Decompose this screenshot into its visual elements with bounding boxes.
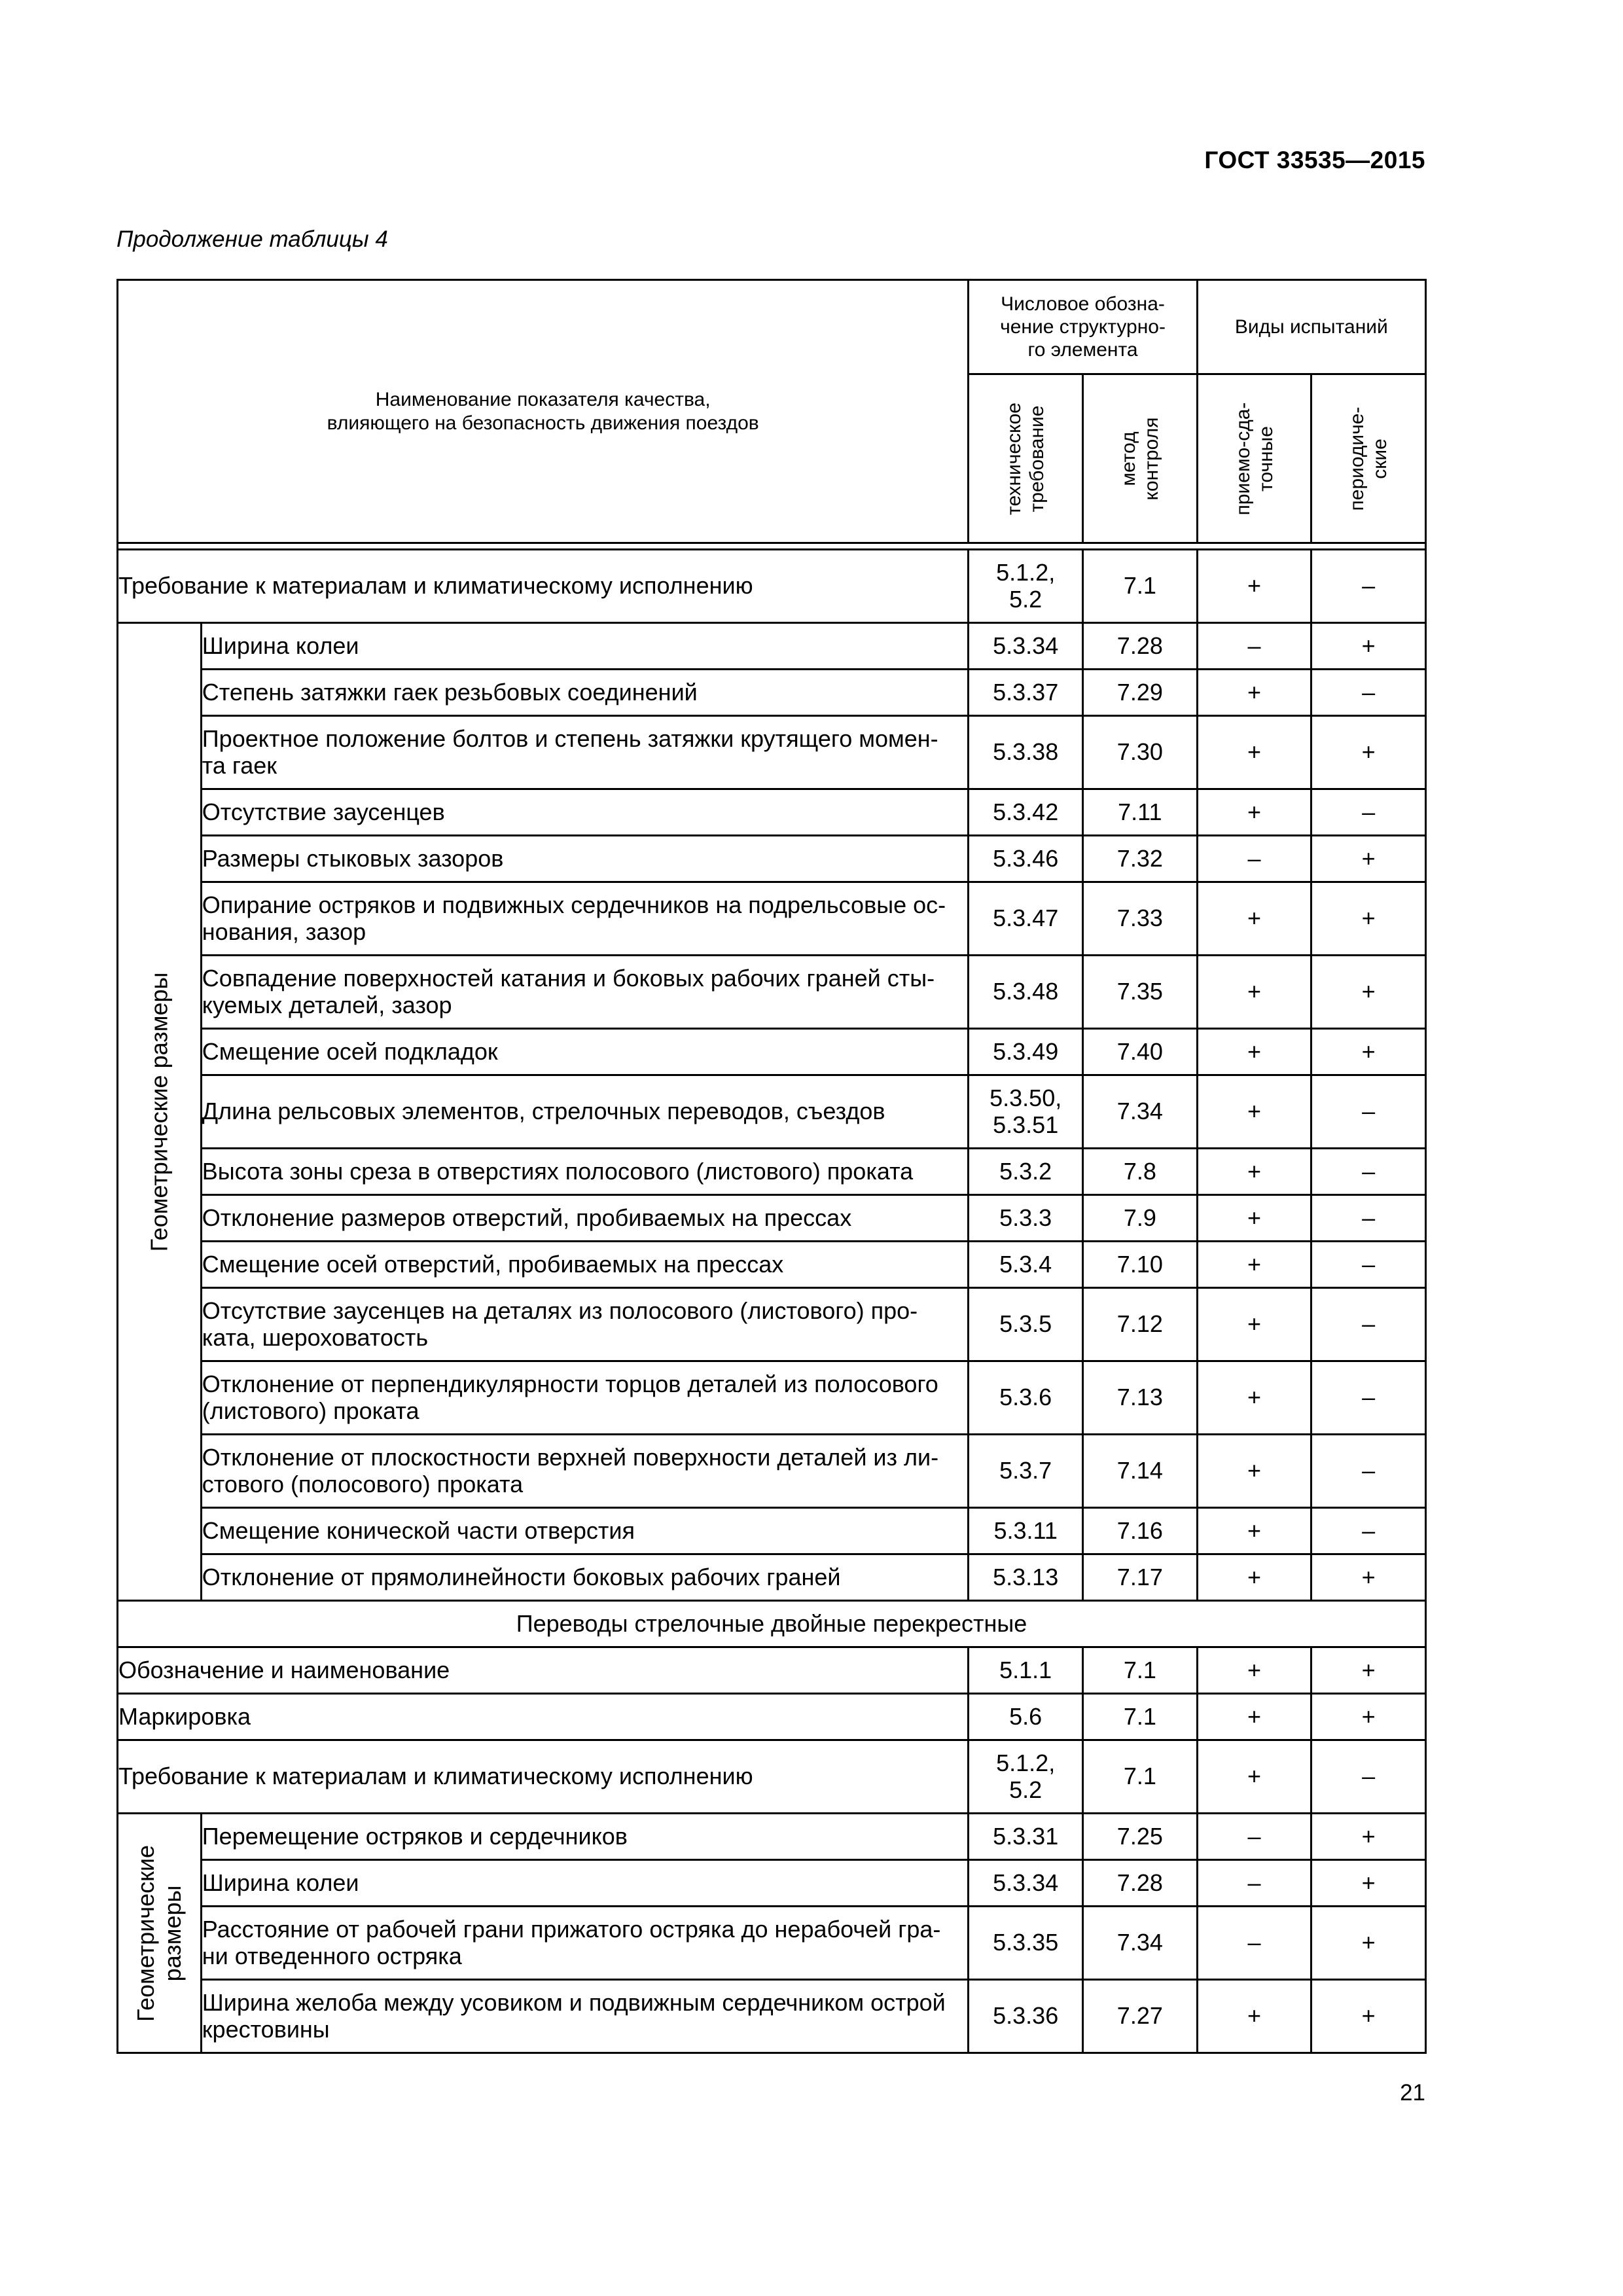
row-acceptance: + [1197, 550, 1311, 623]
table-row [118, 1435, 1426, 1508]
row-requirement: 5.3.37 [969, 670, 1083, 716]
row-periodic: + [1311, 1907, 1426, 1980]
row-acceptance: – [1197, 623, 1311, 670]
table-row [118, 1195, 1426, 1242]
row-requirement: 5.3.6 [969, 1361, 1083, 1435]
row-name: Отклонение размеров отверстий, пробиваемых на прессах [201, 1195, 969, 1242]
table-row [118, 550, 1426, 623]
row-requirement: 5.3.34 [969, 623, 1083, 670]
row-requirement: 5.3.4 [969, 1242, 1083, 1288]
table-caption: Продолжение таблицы 4 [116, 226, 388, 252]
row-requirement: 5.3.3 [969, 1195, 1083, 1242]
row-requirement: 5.3.2 [969, 1149, 1083, 1195]
row-method: 7.25 [1083, 1814, 1198, 1860]
table-row [118, 1694, 1426, 1740]
row-name: Размеры стыковых зазоров [201, 836, 969, 882]
row-acceptance: + [1197, 1980, 1311, 2053]
row-method: 7.34 [1083, 1075, 1198, 1149]
table-row [118, 956, 1426, 1029]
row-acceptance: + [1197, 1195, 1311, 1242]
row-method: 7.32 [1083, 836, 1198, 882]
row-requirement: 5.3.13 [969, 1554, 1083, 1601]
row-periodic: – [1311, 1149, 1426, 1195]
row-name: Отклонение от перпендикулярности торцов деталей из полосового (листового) проката [201, 1361, 969, 1435]
row-acceptance: + [1197, 882, 1311, 956]
row-requirement: 5.3.11 [969, 1508, 1083, 1554]
row-periodic: – [1311, 1075, 1426, 1149]
table-row [118, 1907, 1426, 1980]
row-requirement: 5.1.2, 5.2 [969, 550, 1083, 623]
row-periodic: – [1311, 1288, 1426, 1361]
row-name: Высота зоны среза в отверстиях полосового (листового) проката [201, 1149, 969, 1195]
quality-indicators-table [116, 279, 1427, 2054]
row-periodic: – [1311, 1361, 1426, 1435]
row-name: Отклонение от плоскостности верхней поверхности деталей из ли- стового (полосового) проката [201, 1435, 969, 1508]
group-label-geometric-sizes: Геометрические размеры [118, 623, 202, 1601]
row-name: Совпадение поверхностей катания и боковых рабочих граней сты- куемых деталей, зазор [201, 956, 969, 1029]
row-requirement: 5.1.2, 5.2 [969, 1740, 1083, 1814]
row-acceptance: – [1197, 1860, 1311, 1907]
row-requirement: 5.3.48 [969, 956, 1083, 1029]
table-row [118, 623, 1426, 670]
row-requirement: 5.6 [969, 1694, 1083, 1740]
header-acceptance-tests: приемо-сда- точные [1197, 374, 1311, 543]
row-method: 7.17 [1083, 1554, 1198, 1601]
table-row [118, 1980, 1426, 2053]
row-periodic: – [1311, 550, 1426, 623]
row-periodic: + [1311, 882, 1426, 956]
row-method: 7.11 [1083, 789, 1198, 836]
row-method: 7.40 [1083, 1029, 1198, 1075]
table-row [118, 1740, 1426, 1814]
table-row [118, 789, 1426, 836]
row-periodic: + [1311, 1980, 1426, 2053]
row-name: Требование к материалам и климатическому исполнению [118, 550, 969, 623]
table-row [118, 1860, 1426, 1907]
row-name: Отклонение от прямолинейности боковых рабочих граней [201, 1554, 969, 1601]
row-acceptance: + [1197, 670, 1311, 716]
table-row [118, 1149, 1426, 1195]
row-method: 7.28 [1083, 623, 1198, 670]
row-method: 7.13 [1083, 1361, 1198, 1435]
row-name: Смещение конической части отверстия [201, 1508, 969, 1554]
row-acceptance: + [1197, 1508, 1311, 1554]
header-separator [118, 543, 1426, 550]
row-method: 7.1 [1083, 1647, 1198, 1694]
table-row [118, 670, 1426, 716]
row-acceptance: + [1197, 716, 1311, 789]
row-periodic: – [1311, 1195, 1426, 1242]
header-periodic-tests: периодиче- ские [1311, 374, 1426, 543]
row-acceptance: + [1197, 1149, 1311, 1195]
row-periodic: + [1311, 1860, 1426, 1907]
row-method: 7.30 [1083, 716, 1198, 789]
row-method: 7.1 [1083, 1740, 1198, 1814]
row-acceptance: + [1197, 1029, 1311, 1075]
row-periodic: + [1311, 956, 1426, 1029]
section-title: Переводы стрелочные двойные перекрестные [118, 1601, 1426, 1647]
row-name: Обозначение и наименование [118, 1647, 969, 1694]
row-name: Смещение осей отверстий, пробиваемых на прессах [201, 1242, 969, 1288]
row-periodic: + [1311, 716, 1426, 789]
table-row [118, 1647, 1426, 1694]
row-acceptance: + [1197, 956, 1311, 1029]
section-title-row [118, 1601, 1426, 1647]
row-acceptance: + [1197, 1740, 1311, 1814]
row-name: Маркировка [118, 1694, 969, 1740]
row-periodic: + [1311, 623, 1426, 670]
row-name: Расстояние от рабочей грани прижатого остряка до нерабочей гра- ни отведенного остряка [201, 1907, 969, 1980]
table-row [118, 1075, 1426, 1149]
row-name: Ширина колеи [201, 623, 969, 670]
table-row [118, 716, 1426, 789]
row-requirement: 5.3.34 [969, 1860, 1083, 1907]
row-requirement: 5.3.5 [969, 1288, 1083, 1361]
row-name: Проектное положение болтов и степень затяжки крутящего момен- та гаек [201, 716, 969, 789]
row-acceptance: + [1197, 789, 1311, 836]
row-method: 7.1 [1083, 1694, 1198, 1740]
row-periodic: + [1311, 1814, 1426, 1860]
row-method: 7.16 [1083, 1508, 1198, 1554]
table-row [118, 882, 1426, 956]
row-method: 7.8 [1083, 1149, 1198, 1195]
row-periodic: + [1311, 1647, 1426, 1694]
row-method: 7.28 [1083, 1860, 1198, 1907]
header-control-method: метод контроля [1083, 374, 1198, 543]
row-acceptance: + [1197, 1647, 1311, 1694]
row-requirement: 5.3.38 [969, 716, 1083, 789]
row-acceptance: + [1197, 1435, 1311, 1508]
row-acceptance: – [1197, 836, 1311, 882]
row-periodic: + [1311, 1554, 1426, 1601]
row-method: 7.10 [1083, 1242, 1198, 1288]
row-requirement: 5.3.42 [969, 789, 1083, 836]
row-acceptance: + [1197, 1288, 1311, 1361]
row-requirement: 5.3.50, 5.3.51 [969, 1075, 1083, 1149]
page-number: 21 [1400, 2080, 1425, 2106]
row-method: 7.29 [1083, 670, 1198, 716]
row-method: 7.27 [1083, 1980, 1198, 2053]
row-method: 7.9 [1083, 1195, 1198, 1242]
row-requirement: 5.3.46 [969, 836, 1083, 882]
row-name: Ширина колеи [201, 1860, 969, 1907]
row-name: Отсутствие заусенцев [201, 789, 969, 836]
row-method: 7.12 [1083, 1288, 1198, 1361]
row-periodic: – [1311, 1508, 1426, 1554]
row-name: Опирание остряков и подвижных сердечников на подрельсовые ос- нования, зазор [201, 882, 969, 956]
row-name: Отсутствие заусенцев на деталях из полосового (листового) про- ката, шероховатость [201, 1288, 969, 1361]
row-requirement: 5.3.49 [969, 1029, 1083, 1075]
row-periodic: – [1311, 1242, 1426, 1288]
row-periodic: + [1311, 836, 1426, 882]
table-row [118, 836, 1426, 882]
row-periodic: – [1311, 789, 1426, 836]
row-acceptance: + [1197, 1075, 1311, 1149]
table-row [118, 1814, 1426, 1860]
header-technical-requirement: техническое требование [969, 374, 1083, 543]
table-row [118, 1554, 1426, 1601]
document-standard-header: ГОСТ 33535—2015 [1204, 147, 1425, 173]
row-name: Длина рельсовых элементов, стрелочных переводов, съездов [201, 1075, 969, 1149]
row-acceptance: + [1197, 1361, 1311, 1435]
group-label-geometric-sizes-2: Геометрические размеры [118, 1814, 202, 2053]
row-requirement: 5.3.7 [969, 1435, 1083, 1508]
row-method: 7.14 [1083, 1435, 1198, 1508]
row-acceptance: + [1197, 1694, 1311, 1740]
header-indicator-name: Наименование показателя качества, влияющего на безопасность движения поездов [118, 280, 969, 543]
table-row [118, 1242, 1426, 1288]
table-row [118, 1288, 1426, 1361]
header-numeric-designation: Числовое обозна- чение структурно- го элемента [969, 280, 1197, 374]
header-test-types: Виды испытаний [1197, 280, 1425, 374]
row-requirement: 5.3.31 [969, 1814, 1083, 1860]
table-header-row-1 [118, 280, 1426, 374]
row-requirement: 5.3.36 [969, 1980, 1083, 2053]
row-name: Перемещение остряков и сердечников [201, 1814, 969, 1860]
row-name: Требование к материалам и климатическому исполнению [118, 1740, 969, 1814]
row-periodic: – [1311, 1740, 1426, 1814]
row-acceptance: + [1197, 1554, 1311, 1601]
table-row [118, 1508, 1426, 1554]
row-acceptance: – [1197, 1814, 1311, 1860]
row-periodic: + [1311, 1694, 1426, 1740]
row-periodic: + [1311, 1029, 1426, 1075]
row-name: Ширина желоба между усовиком и подвижным сердечником острой крестовины [201, 1980, 969, 2053]
row-acceptance: – [1197, 1907, 1311, 1980]
row-requirement: 5.3.47 [969, 882, 1083, 956]
row-method: 7.34 [1083, 1907, 1198, 1980]
row-requirement: 5.1.1 [969, 1647, 1083, 1694]
table-row [118, 1361, 1426, 1435]
row-name: Смещение осей подкладок [201, 1029, 969, 1075]
row-periodic: – [1311, 670, 1426, 716]
row-method: 7.35 [1083, 956, 1198, 1029]
row-periodic: – [1311, 1435, 1426, 1508]
row-method: 7.1 [1083, 550, 1198, 623]
table-row [118, 1029, 1426, 1075]
row-requirement: 5.3.35 [969, 1907, 1083, 1980]
row-method: 7.33 [1083, 882, 1198, 956]
row-name: Степень затяжки гаек резьбовых соединений [201, 670, 969, 716]
row-acceptance: + [1197, 1242, 1311, 1288]
